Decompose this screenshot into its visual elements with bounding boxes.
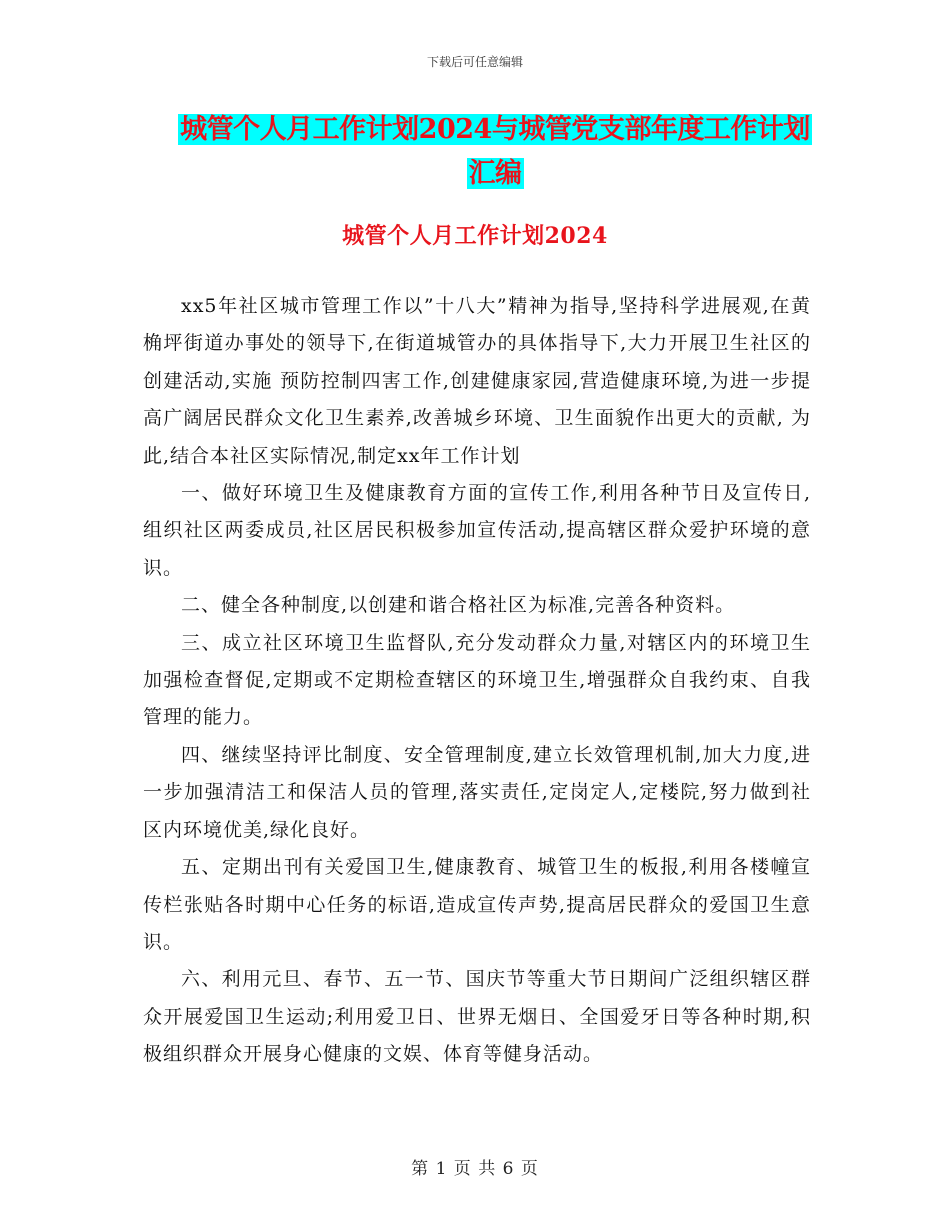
document-title-line-1: 城管个人月工作计划2024与城管党支部年度工作计划: [180, 114, 810, 145]
document-title: [140, 108, 850, 196]
paragraph-intro: xx5年社区城市管理工作以”十八大”精神为指导,坚持科学进展观,在黄桷坪街道办事处的领导下,在街道城管办的具体指导下,大力开展卫生社区的创建活动,实施 预防控制四害工作,创建健康家园,营造健康环境,为进一步提高广阔居民群众文化卫生素养,改善城乡环境、卫生面貌作出更大的贡献, 为此,结合本社区实际情况,制定xx年工作计划: [143, 295, 811, 467]
document-title-line-2: 汇编: [468, 158, 522, 189]
header-note: 下载后可任意编辑: [426, 55, 523, 69]
body-text: [143, 288, 811, 1074]
page-number-footer: 第 1 页 共 6 页: [411, 1159, 539, 1179]
section-title: 城管个人月工作计划2024: [342, 223, 608, 249]
paragraph-item-1: 一、做好环境卫生及健康教育方面的宣传工作,利用各种节日及宣传日,组织社区两委成员,社区居民积极参加宣传活动,提高辖区群众爱护环境的意识。: [143, 482, 811, 579]
paragraph-item-4: 四、继续坚持评比制度、安全管理制度,建立长效管理机制,加大力度,进一步加强清洁工和保洁人员的管理,落实责任,定岗定人,定楼院,努力做到社区内环境优美,绿化良好。: [143, 743, 811, 841]
paragraph-item-5: 五、定期出刊有关爱国卫生,健康教育、城管卫生的板报,利用各楼幢宣传栏张贴各时期中心任务的标语,造成宣传声势,提高居民群众的爱国卫生意识。: [143, 856, 811, 953]
paragraph-item-2: 二、健全各种制度,以创建和谐合格社区为标准,完善各种资料。: [181, 594, 736, 617]
paragraph-item-3: 三、成立社区环境卫生监督队,充分发动群众力量,对辖区内的环境卫生加强检查督促,定期或不定期检查辖区的环境卫生,增强群众自我约束、自我管理的能力。: [143, 631, 811, 729]
paragraph-item-6: 六、利用元旦、春节、五一节、国庆节等重大节日期间广泛组织辖区群众开展爱国卫生运动;利用爱卫日、世界无烟日、全国爱牙日等各种时期,积极组织群众开展身心健康的文娱、体育等健身活动。: [143, 968, 811, 1066]
